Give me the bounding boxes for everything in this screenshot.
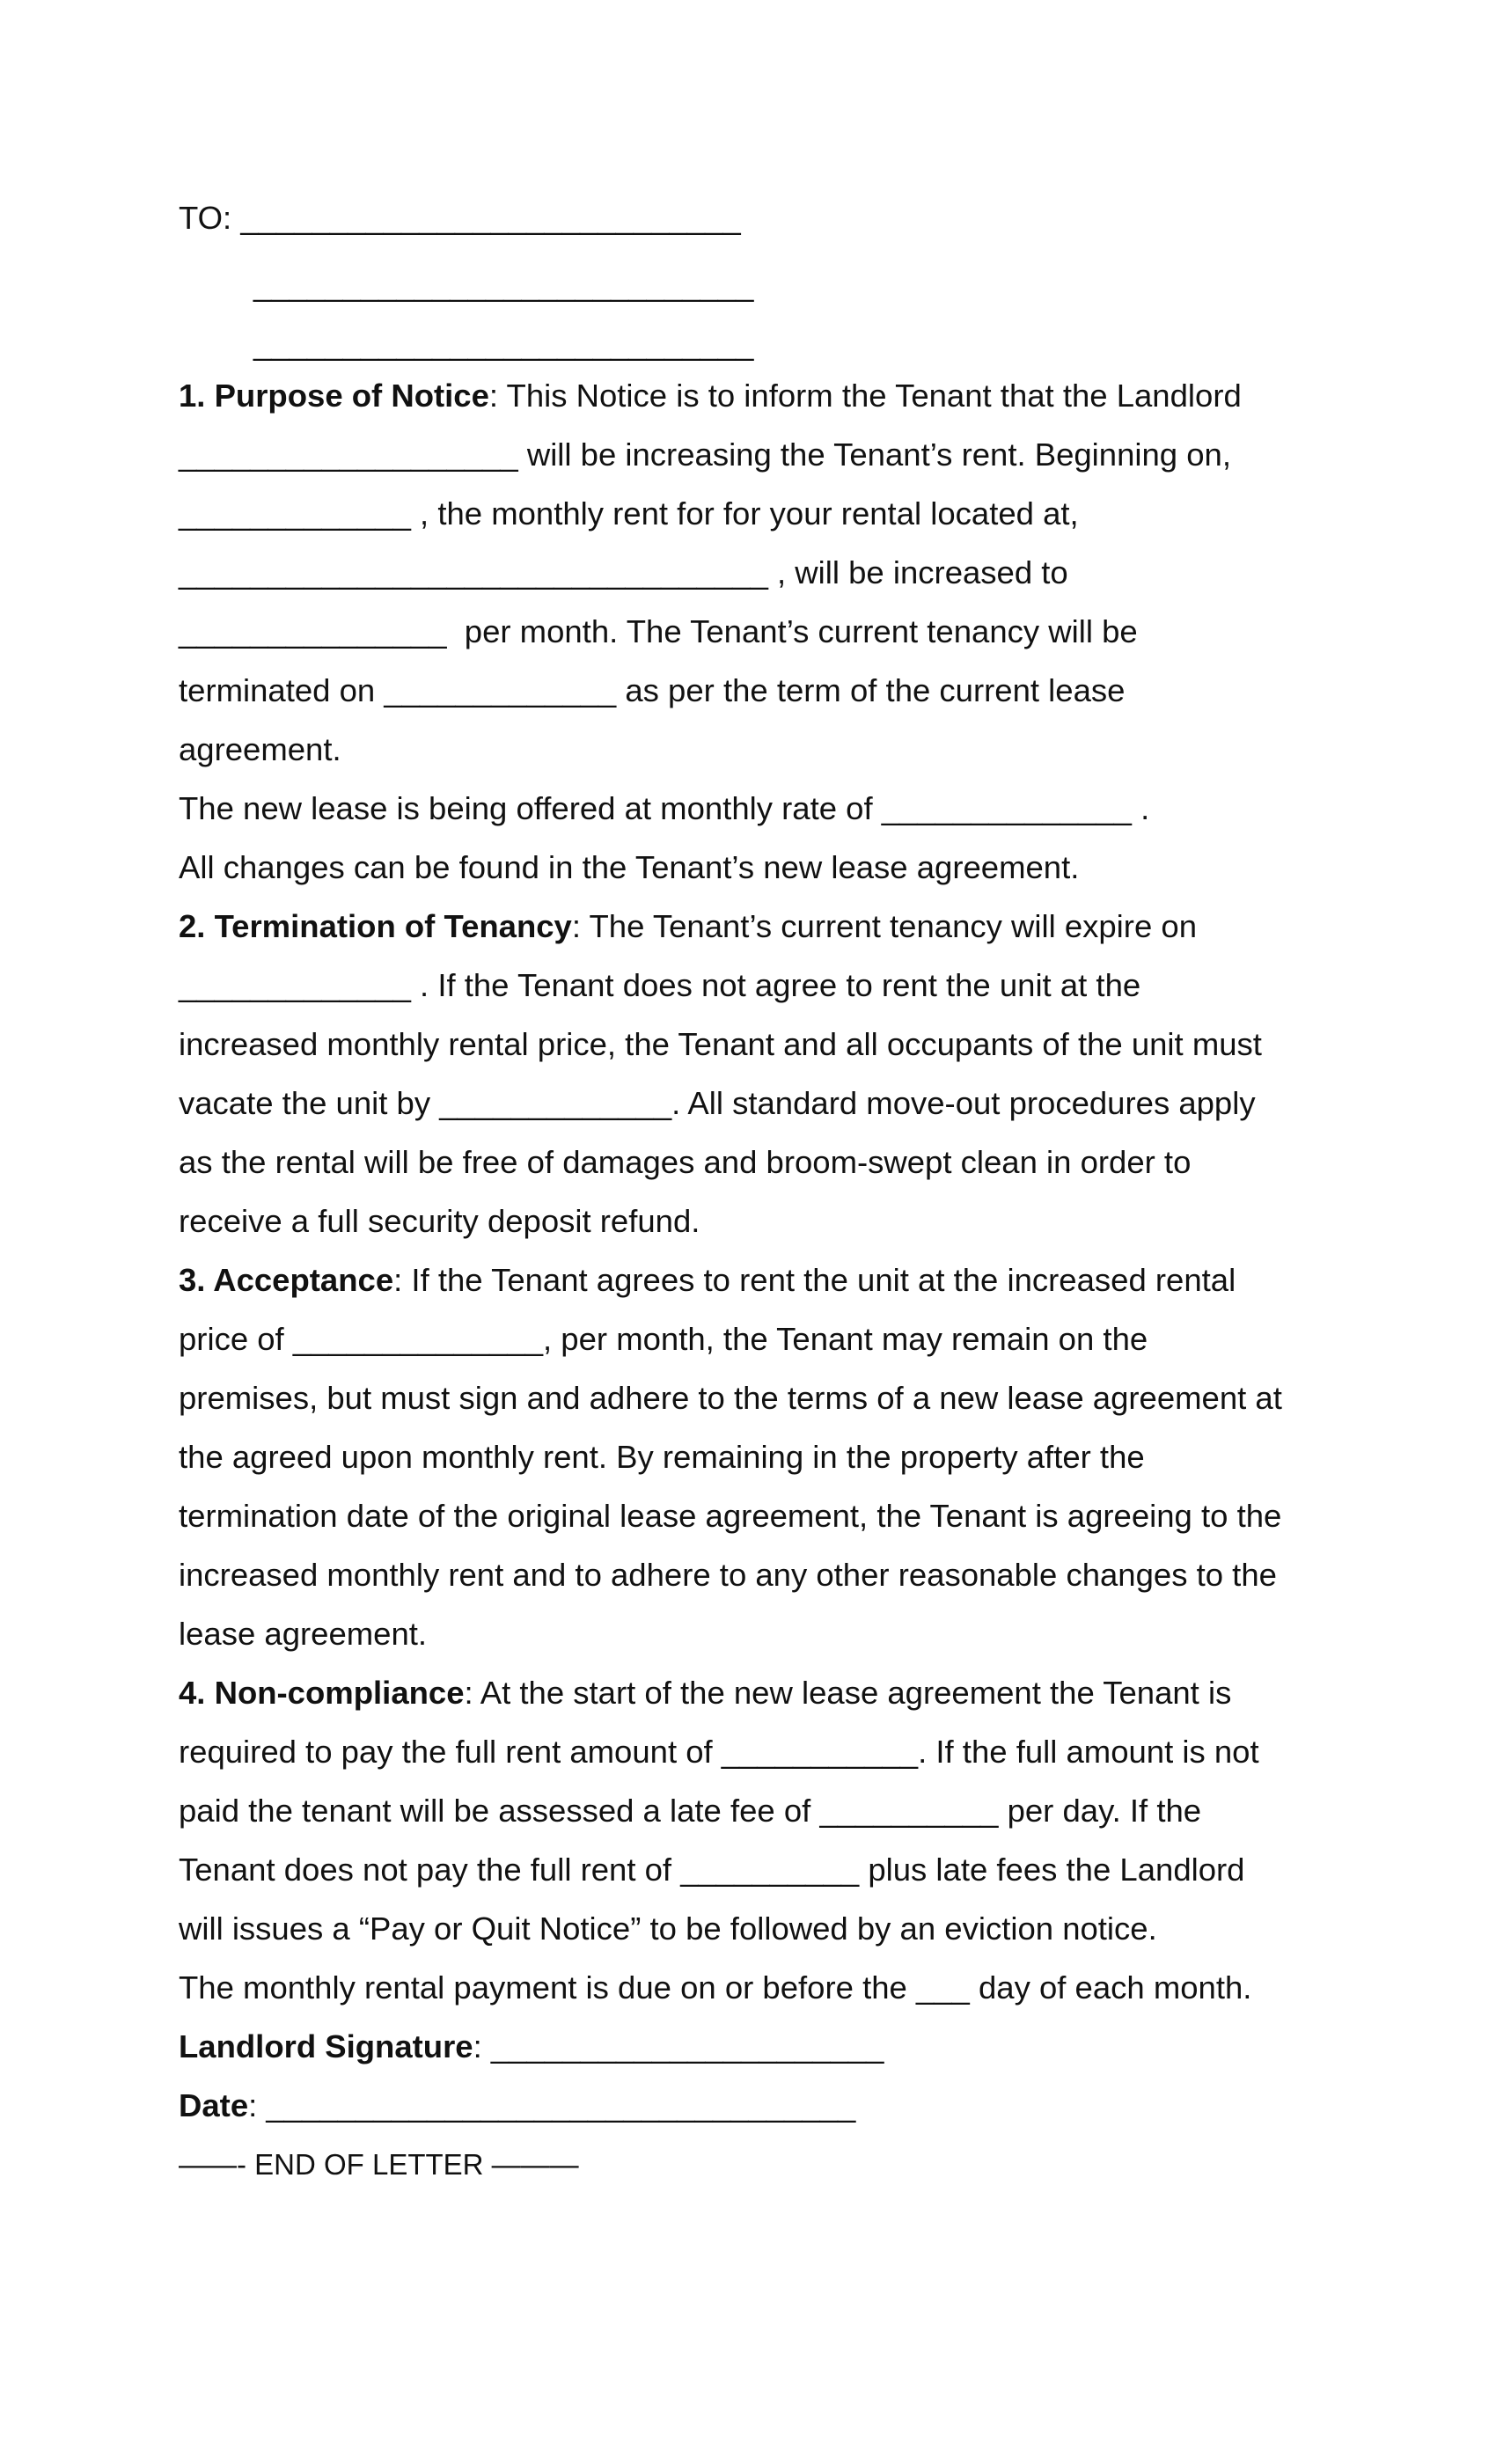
section4-line-3: paid the tenant will be assessed a late fee of __________ per day. If the — [179, 1793, 1202, 1829]
section2-line-2: _____________ . If the Tenant does not agree to rent the unit at the — [179, 967, 1141, 1003]
section2-heading: 2. Termination of Tenancy — [179, 908, 572, 944]
section4-line-5: will issues a “Pay or Quit Notice” to be followed by an eviction notice. — [179, 1910, 1157, 1947]
date-blank: : _________________________________ — [248, 2087, 856, 2123]
to-label: TO: — [179, 200, 241, 236]
section1-line-9: All changes can be found in the Tenant’s new lease agreement. — [179, 849, 1080, 885]
section1-line-5: _______________ per month. The Tenant’s current tenancy will be — [179, 613, 1138, 649]
section3-line-3: premises, but must sign and adhere to the terms of a new lease agreement at — [179, 1380, 1282, 1416]
section2-line-6: receive a full security deposit refund. — [179, 1203, 700, 1239]
signature-line — [179, 2028, 884, 2066]
section1-line-1 — [179, 377, 1242, 415]
date-line — [179, 2086, 855, 2125]
to-blank: ____________________________ — [240, 200, 741, 236]
section3-line-2: price of ______________, per month, the Tenant may remain on the — [179, 1321, 1148, 1357]
section1-line-8: The new lease is being offered at monthly rate of ______________ . — [179, 790, 1150, 826]
section1-line-2: ___________________ will be increasing the Tenant’s rent. Beginning on, — [179, 436, 1231, 473]
address-line-3: ____________________________ — [253, 326, 754, 362]
section3-text: : If the Tenant agrees to rent the unit at the increased rental — [393, 1262, 1236, 1298]
section1-line-4: _________________________________ , will be increased to — [179, 554, 1068, 590]
section2-line-5: as the rental will be free of damages and broom-swept clean in order to — [179, 1144, 1192, 1180]
date-label: Date — [179, 2087, 249, 2123]
section3-line-7: lease agreement. — [179, 1616, 428, 1652]
section2-line-1 — [179, 907, 1197, 946]
end-of-letter: ——- END OF LETTER ——— — [179, 2148, 579, 2181]
section1-line-7: agreement. — [179, 731, 341, 767]
signature-label: Landlord Signature — [179, 2028, 473, 2064]
section4-text: : At the start of the new lease agreement the Tenant is — [464, 1675, 1232, 1711]
section1-heading: 1. Purpose of Notice — [179, 378, 489, 414]
section3-line-1 — [179, 1261, 1236, 1300]
to-line — [179, 199, 741, 238]
section3-line-6: increased monthly rent and to adhere to any other reasonable changes to the — [179, 1557, 1277, 1593]
section2-line-3: increased monthly rental price, the Tenant and all occupants of the unit must — [179, 1026, 1262, 1062]
section1-line-3: _____________ , the monthly rent for for your rental located at, — [179, 495, 1079, 532]
section2-text: : The Tenant’s current tenancy will expire on — [571, 908, 1197, 944]
section1-line-6: terminated on _____________ as per the term of the current lease — [179, 672, 1126, 708]
section2-line-4: vacate the unit by _____________. All standard move-out procedures apply — [179, 1085, 1256, 1121]
address-line-2: ____________________________ — [253, 267, 754, 303]
section3-line-5: termination date of the original lease agreement, the Tenant is agreeing to the — [179, 1498, 1282, 1534]
signature-blank: : ______________________ — [473, 2028, 884, 2064]
section4-line-4: Tenant does not pay the full rent of __________ plus late fees the Landlord — [179, 1852, 1245, 1888]
section4-line-2: required to pay the full rent amount of ___________. If the full amount is not — [179, 1734, 1259, 1770]
section3-line-4: the agreed upon monthly rent. By remaining in the property after the — [179, 1439, 1145, 1475]
section3-heading: 3. Acceptance — [179, 1262, 394, 1298]
section4-line-6: The monthly rental payment is due on or before the ___ day of each month. — [179, 1969, 1252, 2006]
section4-heading: 4. Non-compliance — [179, 1675, 465, 1711]
section4-line-1 — [179, 1674, 1231, 1712]
section1-text: : This Notice is to inform the Tenant that the Landlord — [488, 378, 1242, 414]
